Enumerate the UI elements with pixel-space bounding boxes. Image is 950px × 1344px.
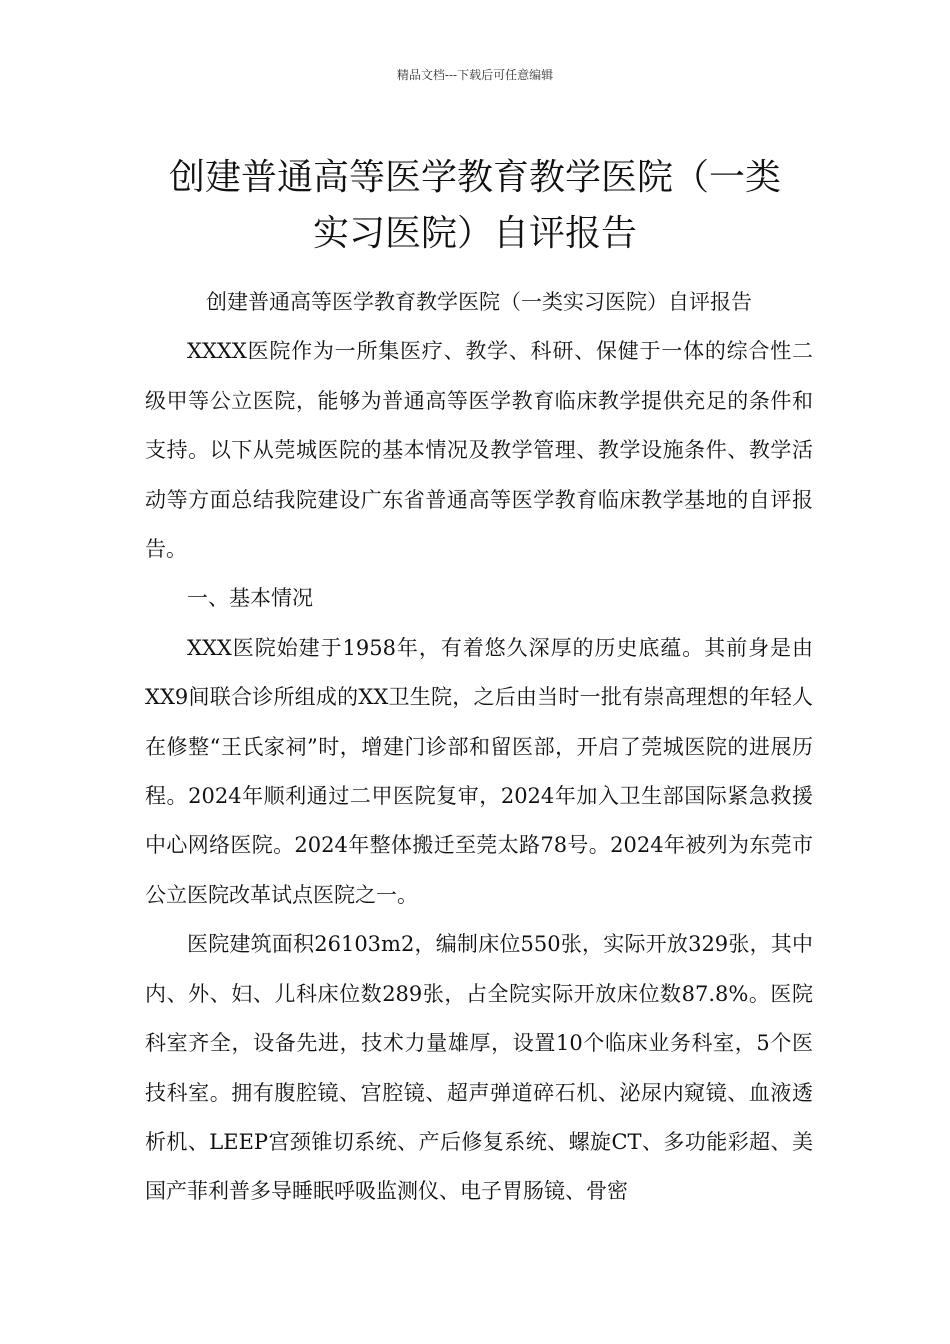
paragraph-facilities: 医院建筑面积26103m2，编制床位550张，实际开放329张，其中内、外、妇、儿科床位数289张，占全院实际开放床位数87.8%。医院科室齐全，设备先进，技术力量雄厚，设置10个临床业务科室，5个医技科室。拥有腹腔镜、宫腔镜、超声弹道碎石机、泌尿内窥镜、血液透析机、LEEP宫颈锥切系统、产后修复系统、螺旋CT、多功能彩超、美国产菲利普多导睡眠呼吸监测仪、电子胃肠镜、骨密: [145, 932, 813, 1204]
document-subtitle: 创建普通高等医学教育教学医院（一类实习医院）自评报告: [206, 290, 752, 314]
title-line-1: 创建普通高等医学教育教学医院（一类: [168, 157, 781, 199]
paragraph-intro: XXXX医院作为一所集医疗、教学、科研、保健于一体的综合性二级甲等公立医院，能够为普通高等医学教育临床教学提供充足的条件和支持。以下从莞城医院的基本情况及教学管理、教学设施条件、教学活动等方面总结我院建设广东省普通高等医学教育临床教学基地的自评报告。: [145, 339, 813, 562]
header-note: 精品文档---下载后可任意编辑: [396, 68, 554, 82]
document-body: [145, 278, 813, 1217]
section-heading: 一、基本情况: [187, 586, 313, 611]
document-title: [130, 150, 820, 262]
paragraph-history: XXX医院始建于1958年，有着悠久深厚的历史底蕴。其前身是由XX9间联合诊所组成的XX卫生院，之后由当时一批有崇高理想的年轻人在修整“王氏家祠”时，增建门诊部和留医部，开启了莞城医院的进展历程。2024年顺利通过二甲医院复审，2024年加入卫生部国际紧急救援中心网络医院。2024年整体搬迁至莞太路78号。2024年被列为东莞市公立医院改革试点医院之一。: [145, 635, 813, 907]
title-line-2: 实习医院）自评报告: [312, 213, 637, 255]
